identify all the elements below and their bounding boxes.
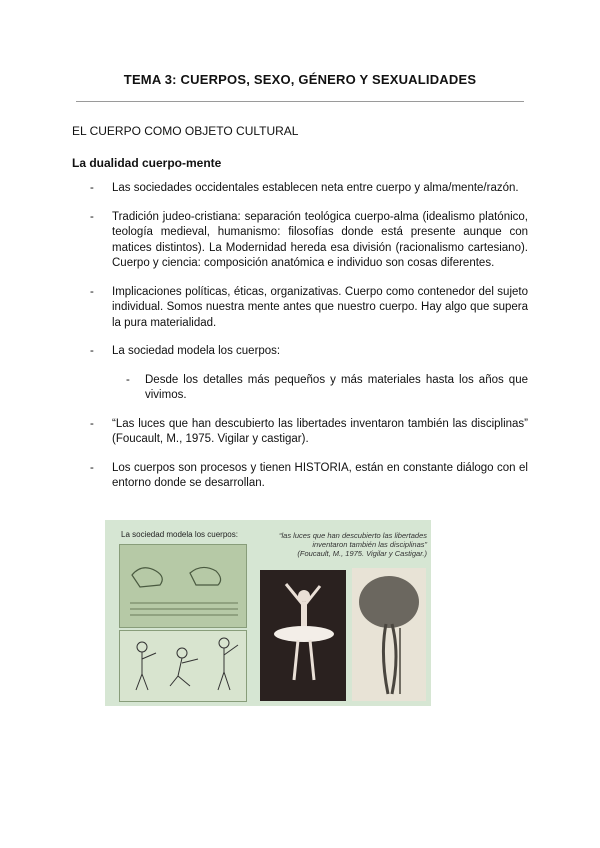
violin-sketch — [119, 630, 247, 702]
bullet-marker: - — [90, 285, 94, 298]
bullet-text: Implicaciones políticas, éticas, organizativas. Cuerpo como contenedor del sujeto individual. Somos nuestra mente antes que nuestro cuerpo. Hay algo que supera la pura materialidad. — [112, 285, 528, 329]
figure-quote — [255, 531, 427, 558]
list-item — [72, 181, 528, 197]
bullet-list — [72, 181, 528, 505]
figure-panel-label: La sociedad modela los cuerpos: — [121, 530, 238, 539]
bullet-text: Desde los detalles más pequeños y más materiales hasta los años que vivimos. — [145, 373, 528, 401]
bullet-text: Los cuerpos son procesos y tienen HISTORIA, están en constante diálogo con el entorno donde se desarrollan. — [112, 461, 528, 489]
section-heading: EL CUERPO COMO OBJETO CULTURAL — [72, 124, 299, 138]
list-item — [72, 344, 528, 360]
title-divider — [76, 101, 524, 102]
list-item — [72, 417, 528, 448]
ballerina-icon — [260, 570, 346, 701]
bullet-marker: - — [90, 461, 94, 474]
quote-line: “las luces que han descubierto las libertades — [278, 531, 427, 540]
list-item — [72, 210, 528, 272]
quote-line: (Foucault, M., 1975. Vigilar y Castigar.) — [297, 549, 427, 558]
bullet-marker: - — [90, 417, 94, 430]
bullet-text: “Las luces que han descubierto las libertades inventaron también las disciplinas” (Foucault, M., 1975. Vigilar y castigar). — [112, 417, 528, 445]
bullet-marker: - — [90, 345, 94, 357]
handwriting-illustration — [120, 545, 246, 627]
bullet-marker: - — [126, 373, 130, 386]
bullet-text: La sociedad modela los cuerpos: — [112, 345, 281, 357]
ballerina-photo — [260, 570, 346, 701]
handwriting-sketch — [119, 544, 247, 628]
page-title: TEMA 3: CUERPOS, SEXO, GÉNERO Y SEXUALIDADES — [123, 72, 477, 87]
sub-list-item — [108, 373, 528, 404]
quote-line: inventaron también las disciplinas” — [312, 540, 427, 549]
tree-illustration — [352, 568, 426, 701]
violinist-illustration — [120, 631, 246, 701]
subheading: La dualidad cuerpo-mente — [72, 156, 222, 170]
figure-panel-sketches — [113, 526, 251, 700]
bullet-marker: - — [90, 182, 94, 194]
bullet-text: Las sociedades occidentales establecen neta entre cuerpo y alma/mente/razón. — [112, 182, 519, 194]
list-item — [72, 461, 528, 492]
tree-icon — [352, 568, 426, 701]
bullet-marker: - — [90, 210, 94, 223]
embedded-figure — [105, 520, 431, 706]
list-item — [72, 285, 528, 332]
bullet-text: Tradición judeo-cristiana: separación teológica cuerpo-alma (idealismo platónico, teología medieval, humanismo: filosofías donde está presente aunque con matices distintos). La Modernidad hereda esa división (racionalismo cartesiano). Cuerpo y ciencia: composición anatómica e individuo son cosas diferentes. — [112, 210, 528, 269]
